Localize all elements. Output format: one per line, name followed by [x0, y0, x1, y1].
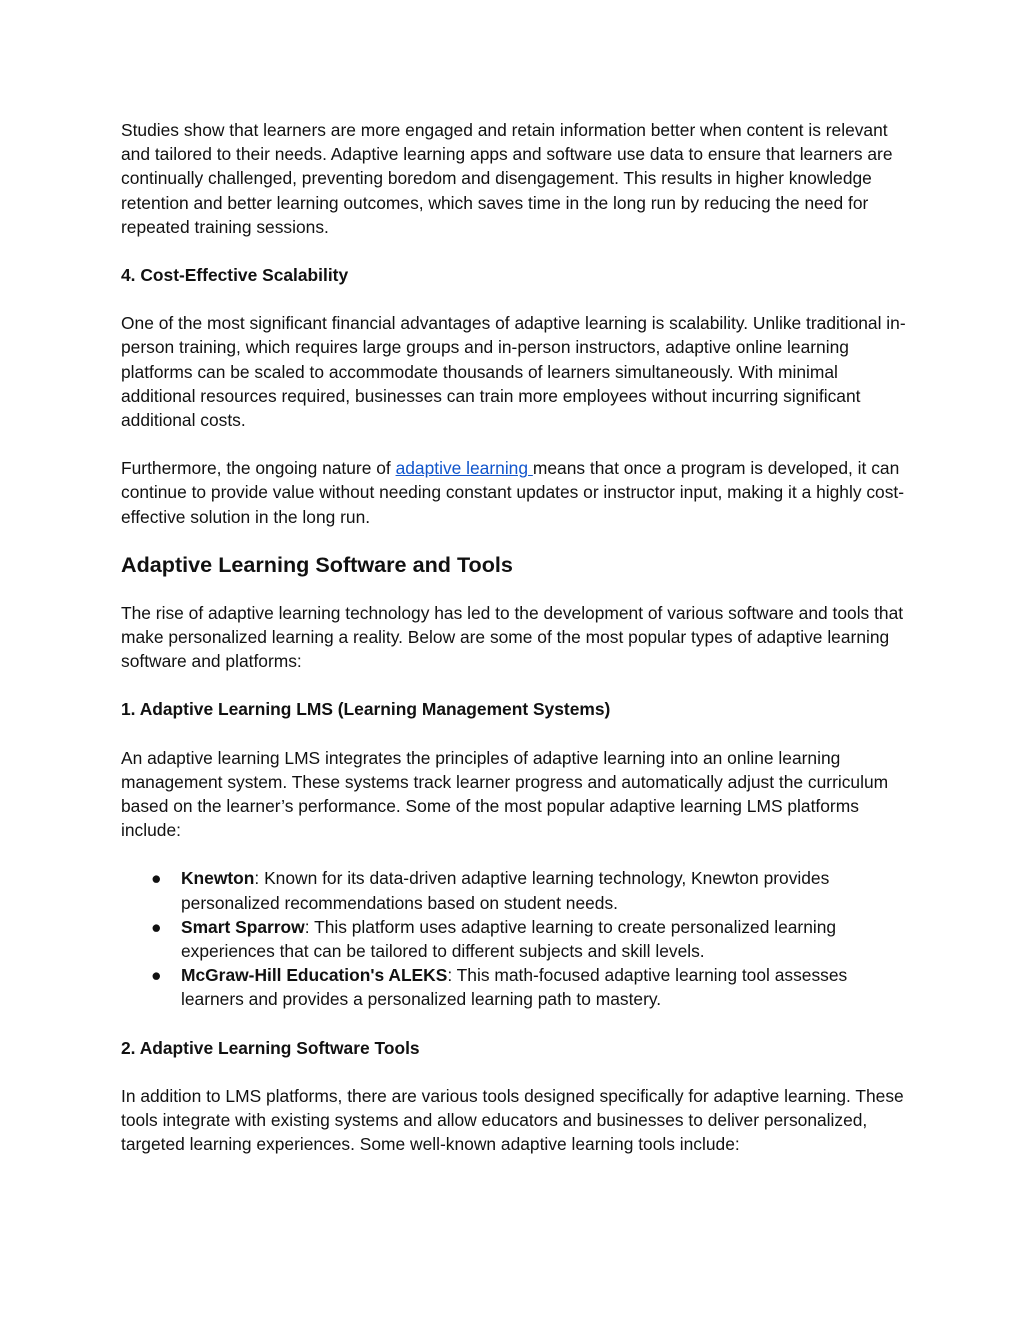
list-item-name: McGraw-Hill Education's ALEKS: [181, 965, 448, 986]
list-item-description: : This platform uses adaptive learning to create personalized learning experiences that can be tailored to different subjects and skill levels.: [181, 916, 837, 962]
ongoing-text-after-link: means that once a program is developed, it can continue to provide value without needing constant updates or instructor input, making it a highly cost-effective solution in the long run.: [121, 458, 905, 527]
list-item-name: Smart Sparrow: [181, 916, 305, 937]
lms-paragraph: An adaptive learning LMS integrates the principles of adaptive learning into an online learning management system. These systems track learner progress and automatically adjust the curriculum based on the learner’s performance. Some of the most popular adaptive learning LMS platforms include:: [121, 747, 889, 841]
scalability-paragraph: One of the most significant financial advantages of adaptive learning is scalability. Unlike traditional in-person training, which requires large groups and in-person instructors, adaptive online learning platforms can be scaled to accommodate thousands of learners simultaneously. With minimal additional resources required, businesses can train more employees without incurring significant additional costs.: [121, 313, 906, 431]
document-page: [121, 118, 911, 1157]
bullet-icon: ●: [151, 965, 162, 986]
list-item: [121, 915, 911, 963]
lms-heading: 1. Adaptive Learning LMS (Learning Management Systems): [121, 699, 611, 720]
list-item-description: : This math-focused adaptive learning tool assesses learners and provides a personalized learning path to mastery.: [181, 965, 848, 1010]
software-tools-paragraph: In addition to LMS platforms, there are various tools designed specifically for adaptive learning. These tools integrate with existing systems and allow educators and businesses to deliver personalized, targeted learning experiences. Some well-known adaptive learning tools include:: [121, 1085, 904, 1155]
ongoing-text-before-link: Furthermore, the ongoing nature of: [121, 458, 396, 479]
tools-intro-paragraph: The rise of adaptive learning technology has led to the development of various software and tools that make personalized learning a reality. Below are some of the most popular types of adaptive learning software and platforms:: [121, 602, 904, 672]
list-item: [121, 963, 911, 1011]
software-tools-heading: 2. Adaptive Learning Software Tools: [121, 1037, 420, 1058]
adaptive-learning-link[interactable]: adaptive learning: [395, 458, 533, 479]
ongoing-nature-paragraph: [121, 456, 911, 529]
tools-section-heading: Adaptive Learning Software and Tools: [121, 551, 513, 577]
list-item-name: Knewton: [181, 868, 255, 889]
lms-platform-list: [121, 866, 911, 1011]
list-item-description: : Known for its data-driven adaptive learning technology, Knewton provides personalized recommendations based on student needs.: [181, 868, 830, 913]
section-4-heading: 4. Cost-Effective Scalability: [121, 265, 349, 286]
intro-paragraph: Studies show that learners are more engaged and retain information better when content is relevant and tailored to their needs. Adaptive learning apps and software use data to ensure that learners are continually challenged, preventing boredom and disengagement. This results in higher knowledge retention and better learning outcomes, which saves time in the long run by reducing the need for repeated training sessions.: [121, 120, 893, 237]
bullet-icon: ●: [151, 868, 162, 889]
list-item: [121, 866, 911, 914]
bullet-icon: ●: [151, 916, 162, 937]
